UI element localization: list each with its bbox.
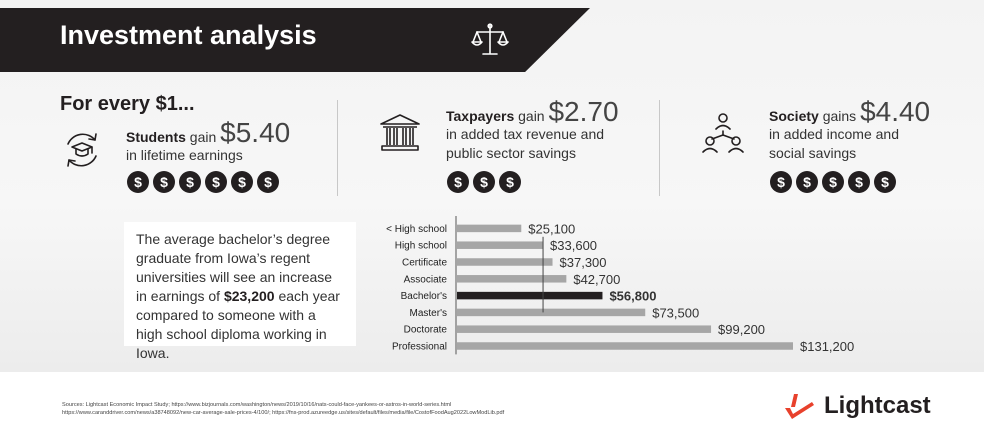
category-label: Doctorate: [403, 324, 447, 336]
people-network-icon: [700, 112, 746, 154]
value-label: $56,800: [609, 288, 657, 304]
bar: [457, 258, 553, 266]
dollar-coin-icon: $: [205, 171, 227, 193]
dollar-coin-icon: $: [848, 171, 870, 193]
description-line: in lifetime earnings: [126, 147, 243, 163]
benefit-verb: gain: [518, 108, 545, 124]
value-label: $99,200: [718, 322, 766, 338]
beneficiary-label: Taxpayers: [446, 108, 515, 124]
benefit-amount: $5.40: [220, 117, 291, 148]
sources-footnote: [62, 401, 504, 417]
column-divider: [337, 100, 338, 196]
earnings-callout: [124, 222, 356, 361]
society-benefit-description: [769, 125, 899, 163]
bar: [457, 325, 711, 333]
taxpayers-benefit-description: [446, 125, 604, 163]
bar: [457, 275, 566, 283]
dollar-coin-icon: $: [770, 171, 792, 193]
category-label: Associate: [403, 274, 447, 286]
graduation-cap-cycle-icon: [60, 128, 104, 172]
bar: [457, 342, 793, 350]
category-label: < High school: [386, 223, 447, 235]
callout-text: each year compared to someone with a high school diploma working in Iowa.: [136, 288, 340, 361]
coin-row: [127, 171, 272, 193]
category-label: Master's: [409, 307, 447, 319]
category-label: Certificate: [401, 257, 447, 269]
dollar-coin-icon: $: [874, 171, 896, 193]
coin-row: [447, 171, 514, 193]
intro-heading: For every $1...: [60, 93, 195, 115]
dollar-coin-icon: $: [127, 171, 149, 193]
earnings-increase-value: $23,200: [223, 288, 275, 304]
dollar-coin-icon: $: [447, 171, 469, 193]
description-line: in added income and: [769, 126, 899, 142]
dollar-coin-icon: $: [796, 171, 818, 193]
beneficiary-label: Society: [769, 108, 819, 124]
page-title: Investment analysis: [60, 20, 317, 50]
beneficiary-label: Students: [126, 129, 186, 145]
value-label: $33,600: [550, 238, 598, 254]
category-label: Professional: [391, 341, 447, 353]
dollar-coin-icon: $: [179, 171, 201, 193]
brand: [782, 392, 931, 420]
bank-building-icon: [378, 112, 422, 154]
category-label: Bachelor's: [400, 291, 447, 303]
source-line: https://www.caranddriver.com/news/a38748092/new-car-average-sale-prices-4/100/; https://fns-prod.azureedge.us/sites/default/files/media/file/CostofFoodAug2022LowModLib.pdf: [62, 410, 505, 416]
description-line: public sector savings: [446, 145, 576, 161]
brand-name: Lightcast: [824, 392, 931, 419]
benefit-verb: gains: [822, 108, 857, 124]
dollar-coin-icon: $: [257, 171, 279, 193]
benefit-amount: $4.40: [860, 96, 931, 127]
taxpayers-benefit-headline: [446, 96, 619, 128]
category-label: High school: [394, 240, 447, 252]
students-benefit-description: [126, 146, 243, 165]
students-benefit-headline: [126, 117, 290, 149]
description-line: social savings: [769, 145, 857, 161]
value-label: $131,200: [800, 339, 855, 354]
value-label: $42,700: [573, 271, 621, 287]
coin-row: [770, 171, 889, 193]
benefit-verb: gain: [189, 129, 217, 145]
dollar-coin-icon: $: [822, 171, 844, 193]
dollar-coin-icon: $: [499, 171, 521, 193]
value-label: $37,300: [559, 255, 607, 270]
scale-icon: [470, 20, 510, 60]
benefit-amount: $2.70: [548, 96, 619, 127]
bar: [457, 292, 602, 300]
column-divider: [659, 100, 660, 196]
source-line: Sources: Lightcast Economic Impact Study; https://www.bizjournals.com/washington/news/2019/10/16/nats-could-face-yankees-or-astros-in-world-series.html: [62, 402, 452, 408]
earnings-bar-chart: [360, 214, 880, 356]
dollar-coin-icon: $: [473, 171, 495, 193]
callout-text: The average bachelor’s degree graduate from Iowa’s regent universities will see an increase in earnings of: [136, 231, 333, 304]
dollar-coin-icon: $: [153, 171, 175, 193]
bar: [457, 309, 645, 317]
society-benefit-headline: [769, 96, 930, 128]
description-line: in added tax revenue and: [446, 126, 605, 142]
value-label: $73,500: [652, 305, 700, 321]
bar: [457, 241, 543, 249]
value-label: $25,100: [528, 221, 576, 237]
dollar-coin-icon: $: [231, 171, 253, 193]
lightcast-logo-icon: [782, 392, 816, 420]
bar: [457, 225, 521, 233]
